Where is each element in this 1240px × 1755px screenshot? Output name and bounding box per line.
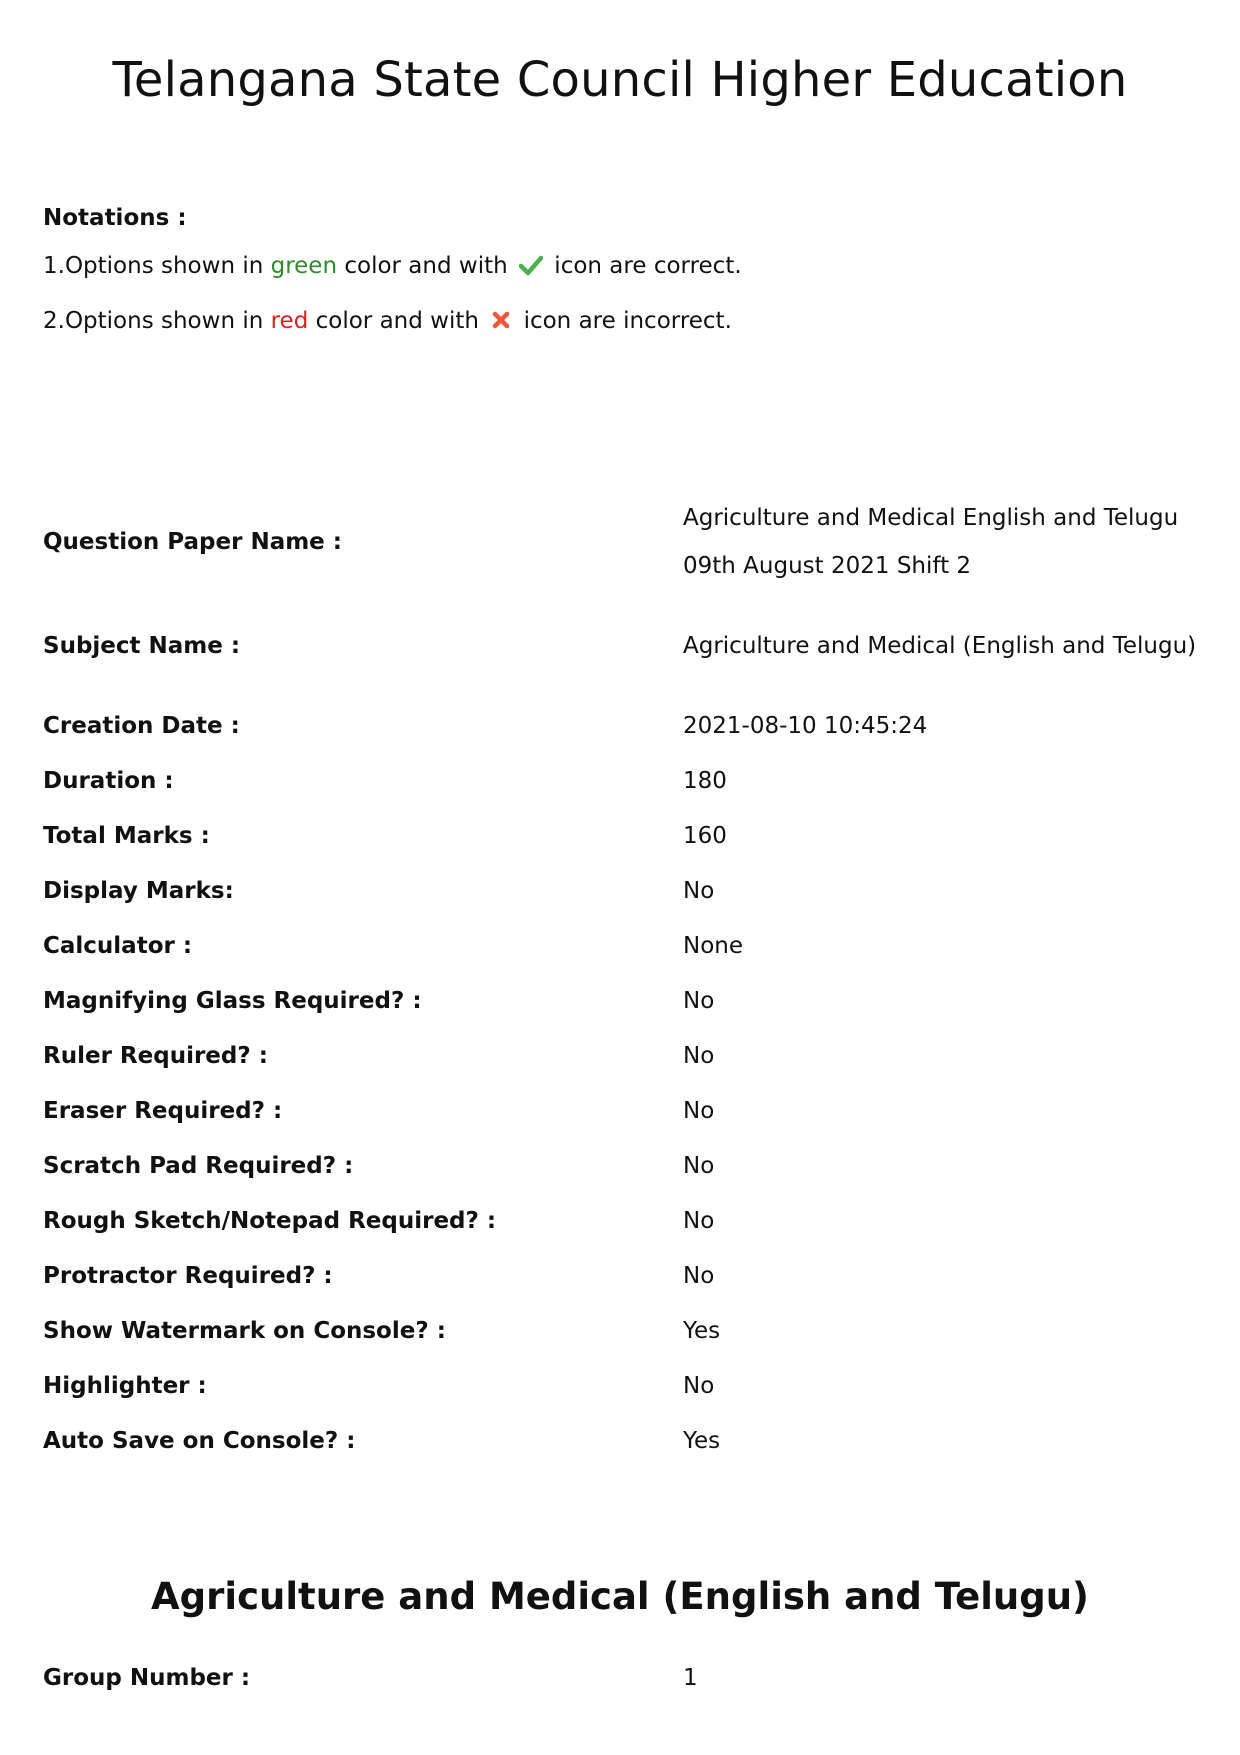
detail-row-display-marks (43, 863, 1203, 918)
detail-row-scratch-pad (43, 1138, 1203, 1193)
notations-block (43, 205, 1193, 363)
detail-row-eraser (43, 1083, 1203, 1138)
page-title: Telangana State Council Higher Education (112, 52, 1128, 108)
notations-heading: Notations : (43, 205, 187, 231)
detail-row-duration (43, 753, 1203, 808)
detail-label: Ruler Required? : (43, 1042, 268, 1069)
detail-row-total-marks (43, 808, 1203, 863)
detail-value: No (683, 1042, 715, 1069)
paper-details (43, 490, 1203, 1468)
notation-correct-suffix: icon are correct. (547, 253, 742, 279)
detail-label: Creation Date : (43, 712, 240, 739)
notation-incorrect-prefix: 2.Options shown in (43, 308, 271, 334)
detail-row-subject-name (43, 594, 1203, 698)
detail-value: 180 (683, 767, 727, 794)
detail-value: Agriculture and Medical English and Telugu 09th August 2021 Shift 2 (683, 505, 1179, 579)
detail-row-highlighter (43, 1358, 1203, 1413)
group-number-value: 1 (683, 1664, 698, 1691)
detail-row-rough-sketch (43, 1193, 1203, 1248)
detail-label: Show Watermark on Console? : (43, 1317, 446, 1344)
detail-value: Yes (683, 1427, 721, 1454)
detail-label: Scratch Pad Required? : (43, 1152, 354, 1179)
detail-label: Protractor Required? : (43, 1262, 333, 1289)
detail-value: No (683, 1262, 715, 1289)
detail-label: Rough Sketch/Notepad Required? : (43, 1207, 497, 1234)
detail-row-protractor (43, 1248, 1203, 1303)
detail-label: Eraser Required? : (43, 1097, 283, 1124)
detail-value: No (683, 987, 715, 1014)
check-icon (519, 254, 543, 282)
section-title: Agriculture and Medical (English and Telugu) (151, 1575, 1089, 1618)
detail-value: No (683, 1207, 715, 1234)
notation-incorrect-middle: color and with (308, 308, 487, 334)
notation-correct (43, 253, 1193, 308)
detail-value: 2021-08-10 10:45:24 (683, 712, 928, 739)
group-number-label: Group Number : (43, 1664, 251, 1691)
detail-label: Total Marks : (43, 822, 210, 849)
detail-value: No (683, 877, 715, 904)
detail-label: Question Paper Name : (43, 529, 342, 555)
detail-value: Yes (683, 1317, 721, 1344)
detail-row-auto-save (43, 1413, 1203, 1468)
detail-label: Duration : (43, 767, 174, 794)
notation-correct-color-word: green (270, 253, 338, 279)
detail-label: Auto Save on Console? : (43, 1427, 356, 1454)
detail-row-ruler (43, 1028, 1203, 1083)
notation-correct-prefix: 1.Options shown in (43, 253, 271, 279)
detail-value: No (683, 1152, 715, 1179)
detail-row-magnifying-glass (43, 973, 1203, 1028)
notation-incorrect (43, 308, 1193, 363)
detail-label: Calculator : (43, 932, 193, 959)
detail-row-creation-date (43, 698, 1203, 753)
detail-label: Highlighter : (43, 1372, 207, 1399)
detail-value: No (683, 1097, 715, 1124)
notation-correct-middle: color and with (337, 253, 515, 279)
detail-label: Subject Name : (43, 633, 241, 659)
detail-value: Agriculture and Medical (English and Telugu) (683, 633, 1197, 659)
group-number-row (43, 1650, 1203, 1705)
notation-incorrect-color-word: red (270, 308, 309, 334)
cross-icon (490, 309, 512, 337)
notation-incorrect-suffix: icon are incorrect. (516, 308, 732, 334)
detail-row-question-paper-name (43, 490, 1203, 594)
detail-value: No (683, 1372, 715, 1399)
detail-label: Magnifying Glass Required? : (43, 987, 422, 1014)
detail-row-calculator (43, 918, 1203, 973)
detail-value: None (683, 932, 744, 959)
detail-value: 160 (683, 822, 727, 849)
detail-row-show-watermark (43, 1303, 1203, 1358)
detail-label: Display Marks: (43, 877, 234, 904)
